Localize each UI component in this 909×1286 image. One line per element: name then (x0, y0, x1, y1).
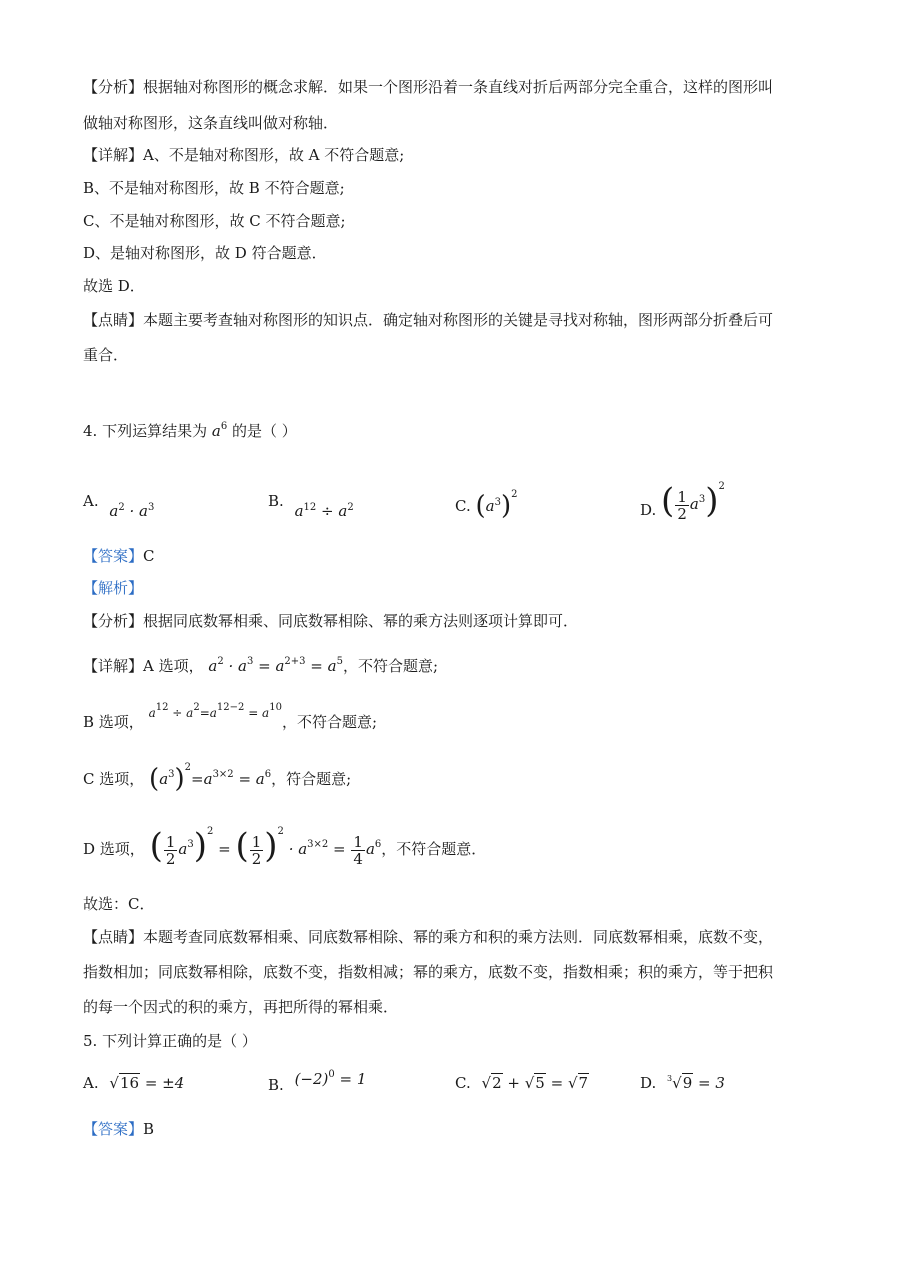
q4-detail-b-expression: a12 ÷ a2=a12−2 = a10 (148, 702, 282, 720)
q5-option-b[interactable]: B. $(-2)^0 = 1$ (268, 1069, 367, 1094)
answer-4 (83, 546, 155, 566)
question-4-stem-tail: 的是（ ） (231, 422, 297, 440)
detail-line-a: 【详解】A、不是轴对称图形，故 A 不符合题意; (83, 146, 405, 164)
q4-dianjing-2: 指数相加；同底数幂相除，底数不变，指数相减；幂的乘方，底数不变，指数相乘；积的乘方，等于把积 (83, 963, 774, 981)
q4-detail-c-expression: $(a^3)^2=a^{3\times 2} = a^6$ (149, 762, 272, 794)
analysis-line-2: 做轴对称图形，这条直线叫做对称轴． (83, 114, 339, 132)
detail-line-d: D、是轴对称图形，故 D 符合题意． (83, 244, 327, 262)
option-c-expression: $(a^3)^2$ (475, 489, 518, 521)
q4-fenxi: 【分析】根据同底数幂相乘、同底数幂相除、幂的乘方法则逐项计算即可． (83, 612, 579, 630)
answer-tag: 【答案】 (83, 547, 144, 565)
q5-option-c[interactable]: C. √2 + √5 = √7 (455, 1074, 589, 1092)
q4-detail-a: 【详解】A 选项， $a^2 \cdot a^3 = a^{2+3} = a^5$，不符合题意; (83, 656, 439, 675)
q4-detail-d: D 选项， ( $\frac{1}{2}$ $a^3)^2$ = ( $\frac{1}{2}$ )$^2 \cdot a^{3\times 2}$ = $\frac{1}{4}$ $a^6$，不符合题意． (83, 826, 487, 868)
q4-detail-d-expression: ( $\frac{1}{2}$ $a^3)^2$ = ( $\frac{1}{2}$ )$^2 \cdot a^{3\times 2}$ = $\frac{1}{4}$ $a^6$ (149, 826, 382, 868)
question-4-stem (83, 421, 297, 444)
q5-option-d-expression: $^3$√9 = 3 (667, 1074, 725, 1092)
answer-value: C (143, 547, 155, 565)
q5-option-a-expression: √16 = ±4 (109, 1074, 185, 1092)
q4-detail-c: C 选项， $(a^3)^2=a^{3\times 2} = a^6$，符合题意; (83, 762, 352, 794)
dianjing-line-1: 【点睛】本题主要考查轴对称图形的知识点．确定轴对称图形的关键是寻找对称轴，图形两部分折叠后可 (83, 311, 774, 329)
option-a[interactable]: A. $a^2 \cdot a^3$ (83, 492, 155, 520)
option-b-expression: $a^{12} \div a^2$ (294, 502, 354, 520)
q5-option-b-expression: $(-2)^0 = 1$ (294, 1069, 367, 1088)
choice-line: 故选 D． (83, 277, 145, 295)
q4-dianjing-1: 【点睛】本题考查同底数幂相乘、同底数幂相除、幂的乘方和积的乘方法则．同底数幂相乘，底数不变， (83, 928, 774, 946)
target-expression: $a^6$ (211, 421, 228, 440)
option-b[interactable]: B. $a^{12} \div a^2$ (268, 492, 354, 520)
answer-5 (83, 1119, 154, 1139)
q5-option-d[interactable]: D. $^3$√9 = 3 (640, 1074, 725, 1092)
q4-choice: 故选：C． (83, 895, 155, 913)
option-d-expression: ( $\frac{1}{2}$ $a^3)^2$ (661, 481, 725, 523)
option-c[interactable]: C. $(a^3)^2$ (455, 489, 518, 521)
answer-value: B (143, 1120, 155, 1138)
analysis-tag: 【解析】 (83, 579, 144, 597)
q4-detail-a-expression: $a^2 \cdot a^3 = a^{2+3} = a^5$ (208, 656, 343, 675)
q4-dianjing-3: 的每一个因式的积的乘方，再把所得的幂相乘． (83, 998, 399, 1016)
detail-line-c: C、不是轴对称图形，故 C 不符合题意; (83, 212, 346, 230)
analysis-line-1: 【分析】根据轴对称图形的概念求解．如果一个图形沿着一条直线对折后两部分完全重合，这样的图形叫 (83, 78, 774, 96)
question-5-stem: 5. 下列计算正确的是（ ） (83, 1032, 257, 1050)
q5-option-c-expression: √2 + √5 = √7 (481, 1074, 589, 1092)
option-d[interactable]: D. ( $\frac{1}{2}$ $a^3)^2$ (640, 481, 725, 523)
answer-tag: 【答案】 (83, 1120, 144, 1138)
question-4-stem-text: 4. 下列运算结果为 (83, 422, 208, 440)
q5-option-a[interactable]: A. √16 = ±4 (83, 1074, 185, 1092)
detail-line-b: B、不是轴对称图形，故 B 不符合题意; (83, 179, 345, 197)
dianjing-line-2: 重合． (83, 346, 129, 364)
option-a-expression: $a^2 \cdot a^3$ (109, 502, 155, 520)
q4-detail-b: B 选项， $^{a^{12} \div a^2=a^{12-2} = a^{10}}$，不符合题意; (83, 702, 378, 731)
